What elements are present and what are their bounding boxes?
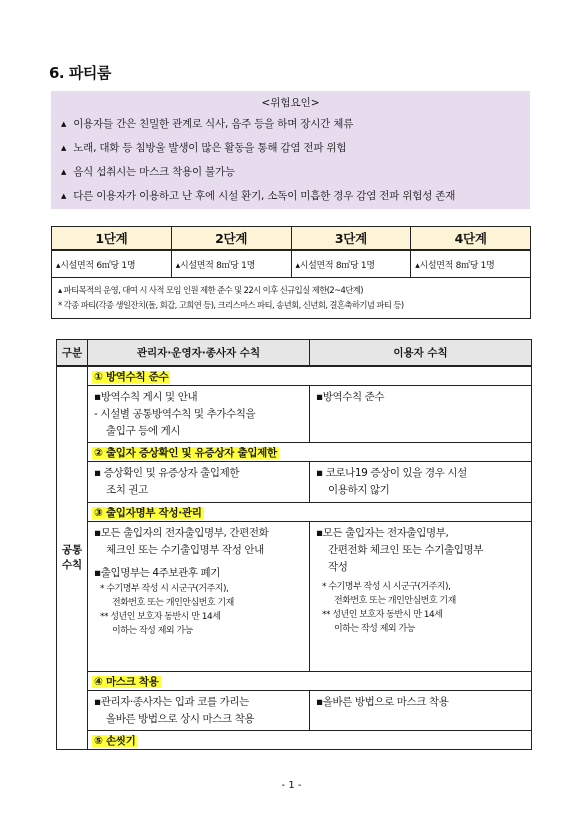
rule-note: ** 성년인 보호자 동반시 만 14세 <box>322 610 443 620</box>
rule-line: - 시설별 공통방역수칙 및 추가수칙을 <box>94 408 256 420</box>
user-rule-cell <box>310 386 532 443</box>
subsection-title-text: ④ 마스크 착용 <box>94 675 159 688</box>
subsection-title <box>88 503 532 522</box>
rule-line: 올바른 방법으로 상시 마스크 착용 <box>106 713 255 725</box>
subsection-title <box>88 731 532 750</box>
subsection-title-text: ① 방역수칙 준수 <box>94 370 169 383</box>
rule-line: ▪올바른 방법으로 마스크 착용 <box>316 696 449 708</box>
user-rule-cell <box>310 691 532 731</box>
stage-header: 1단계 <box>52 227 172 251</box>
risk-item <box>61 188 455 203</box>
stage-note: * 각종 파티(각종 생일잔치(돌, 회갑, 고희연 등), 크리스마스 파티, 송년회, 신년회, 결혼축하기념 파티 등) <box>58 300 404 310</box>
rule-line: 출입구 등에 게시 <box>106 425 181 437</box>
risk-item-text: 다른 이용자가 이용하고 난 후에 시설 환기, 소독이 미흡한 경우 감염 전파 위험성 존재 <box>73 190 456 202</box>
category-label: 수칙 <box>61 559 83 571</box>
stage-header: 4단계 <box>411 227 531 251</box>
risk-item <box>61 164 235 179</box>
section-title: 6. 파티룸 <box>49 64 111 82</box>
risk-item-text: 이용자들 간은 친밀한 관계로 식사, 음주 등을 하며 장시간 체류 <box>73 118 354 130</box>
risk-item-text: 노래, 대화 등 침방울 발생이 많은 활동을 통해 감염 전파 위험 <box>73 142 347 154</box>
rule-note: 이하는 작성 제외 가능 <box>334 624 415 634</box>
rule-line: ▪ 증상확인 및 유증상자 출입제한 <box>94 467 240 479</box>
subsection-title <box>88 443 532 462</box>
subsection-title <box>88 366 532 386</box>
triangle-bullet-icon: ▲ <box>61 120 67 128</box>
rule-line: 간편전화 체크인 또는 수기출입명부 <box>328 544 483 556</box>
triangle-bullet-icon: ▲ <box>61 144 67 152</box>
rule-line: ▪모든 출입자의 전자출입명부, 간편전화 <box>94 527 269 539</box>
stage-value: ▴시설면적 8㎡당 1명 <box>291 250 411 278</box>
header-manager-rules: 관리자·운영자·종사자 수칙 <box>88 340 310 367</box>
subsection-title-text: ③ 출입자명부 작성·관리 <box>94 506 202 519</box>
category-label: 공통 <box>61 544 83 556</box>
rule-note: ** 성년인 보호자 동반시 만 14세 <box>100 612 221 622</box>
header-category: 구분 <box>57 340 88 367</box>
stage-table <box>51 226 531 319</box>
rule-note: 전화번호 또는 개인안심번호 기재 <box>112 598 234 608</box>
rule-line: ▪방역수칙 게시 및 안내 <box>94 391 198 403</box>
user-rule-cell <box>310 462 532 503</box>
subsection-title-text: ② 출입자 증상확인 및 유증상자 출입제한 <box>94 446 277 459</box>
risk-item <box>61 140 346 155</box>
stage-value: ▴시설면적 8㎡당 1명 <box>411 250 531 278</box>
stage-header: 2단계 <box>171 227 291 251</box>
risk-item <box>61 116 353 131</box>
rule-note: * 수기명부 작성 시 시군구(거주지), <box>100 584 229 594</box>
stage-notes <box>52 278 531 319</box>
risk-factors-box <box>51 91 530 209</box>
manager-rule-cell <box>88 462 310 503</box>
stage-value: ▴시설면적 8㎡당 1명 <box>171 250 291 278</box>
rule-note: 전화번호 또는 개인안심번호 기재 <box>334 596 456 606</box>
user-rule-cell <box>310 522 532 672</box>
rule-line: 작성 <box>328 561 348 573</box>
risk-heading: <위험요인> <box>261 97 320 109</box>
rule-line: ▪관리자·종사자는 입과 코를 가리는 <box>94 696 249 708</box>
subsection-title <box>88 672 532 691</box>
stage-value: ▴시설면적 6㎡당 1명 <box>52 250 172 278</box>
header-user-rules: 이용자 수칙 <box>310 340 532 367</box>
manager-rule-cell <box>88 522 310 672</box>
rule-line: ▪ 코로나19 증상이 있을 경우 시설 <box>316 467 467 479</box>
manager-rule-cell <box>88 691 310 731</box>
rules-table <box>56 339 532 750</box>
manager-rule-cell <box>88 386 310 443</box>
subsection-title-text: ⑤ 손씻기 <box>94 734 136 747</box>
rule-line: ▪방역수칙 준수 <box>316 391 385 403</box>
category-common-rules <box>57 366 88 750</box>
rule-line: 이용하지 않기 <box>328 484 390 496</box>
rule-line: ▪모든 출입자는 전자출입명부, <box>316 527 449 539</box>
rule-note: * 수기명부 작성 시 시군구(거주지), <box>322 582 451 592</box>
triangle-bullet-icon: ▲ <box>61 192 67 200</box>
stage-note: ▴ 파티목적의 운영, 대여 시 사적 모임 인원 제한 준수 및 22시 이후 신규입실 제한(2~4단계) <box>58 285 363 295</box>
rule-note: 이하는 작성 제외 가능 <box>112 626 193 636</box>
triangle-bullet-icon: ▲ <box>61 168 67 176</box>
risk-item-text: 음식 섭취시는 마스크 착용이 불가능 <box>73 166 235 178</box>
rule-line: 체크인 또는 수기출입명부 작성 안내 <box>106 544 264 556</box>
rule-line: 조치 권고 <box>106 484 148 496</box>
rule-line: ▪출입명부는 4주보관후 폐기 <box>94 567 221 579</box>
page-number: - 1 - <box>281 780 302 791</box>
stage-header: 3단계 <box>291 227 411 251</box>
